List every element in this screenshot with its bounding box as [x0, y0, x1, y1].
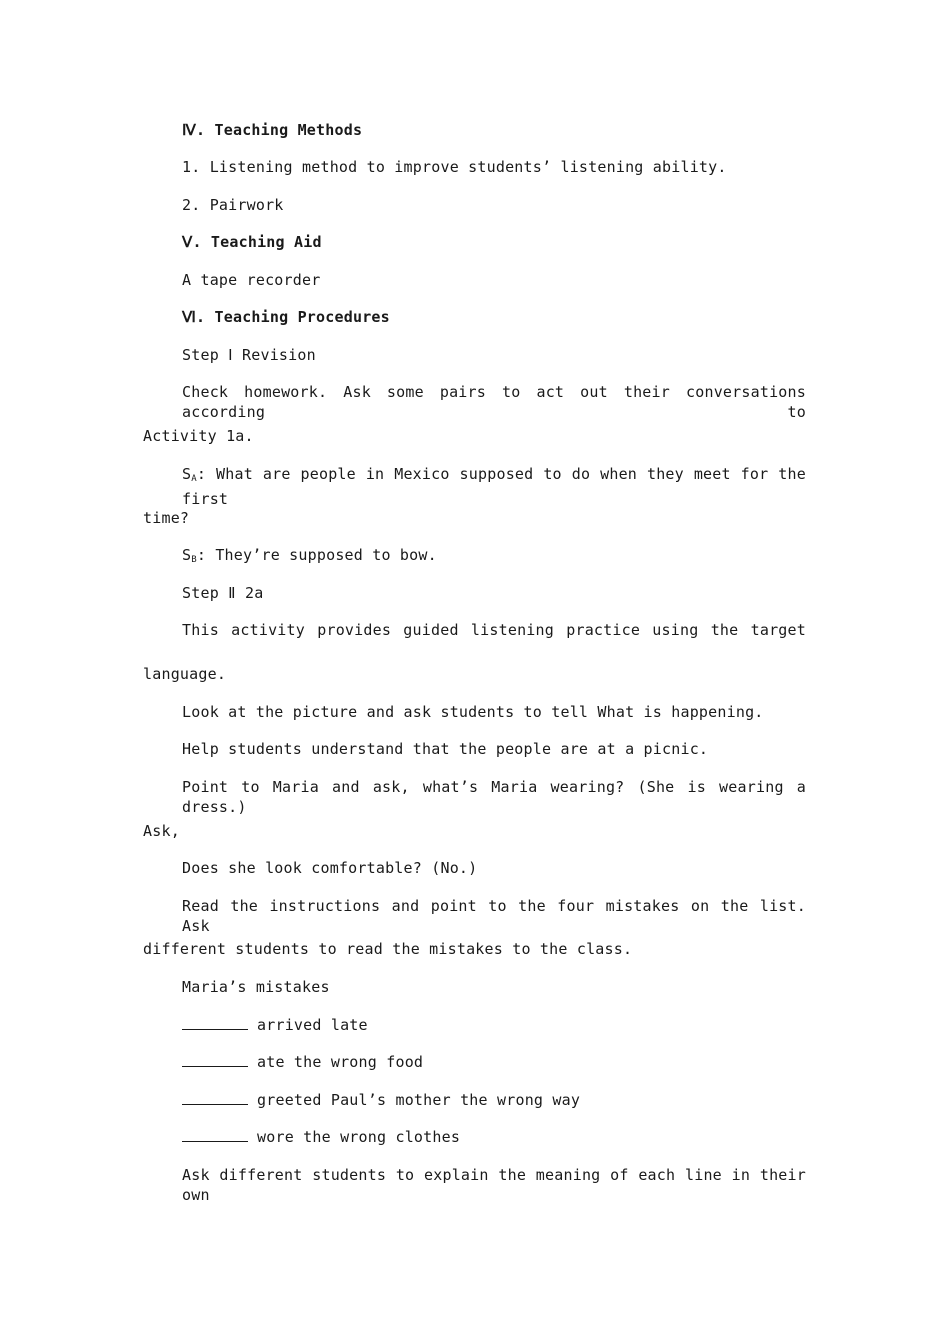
- mistake-item: arrived late: [182, 1015, 368, 1035]
- mistake-item: ate the wrong food: [182, 1052, 423, 1072]
- dialogue-sb: $S_B$: They’re supposed to bow.: [182, 546, 437, 565]
- dialogue-sa-line2: time?: [143, 509, 190, 527]
- mistakes-list-title: Maria’s mistakes: [182, 978, 330, 996]
- step2-title: Step Ⅱ 2a: [182, 584, 264, 602]
- step2-p1-line2: language.: [143, 665, 227, 683]
- methods-item-1: 1. Listening method to improve students’ listening ability.: [182, 158, 727, 176]
- speaker-a-label: $S_A$: [182, 465, 197, 484]
- step2-p3: Help students understand that the people are at a picnic.: [182, 740, 709, 758]
- step2-p4-line2: Ask,: [143, 822, 180, 840]
- section-heading-procedures: Ⅵ. Teaching Procedures: [182, 308, 390, 326]
- answer-blank: [182, 1052, 248, 1067]
- section-heading-aid: Ⅴ. Teaching Aid: [182, 233, 322, 251]
- speaker-b-label: $S_B$: [182, 546, 197, 565]
- step2-p1-line1: This activity provides guided listening practice using the target: [182, 621, 806, 639]
- step2-p7-line1: Ask different students to explain the meaning of each line in their own: [182, 1166, 806, 1204]
- step1-paragraph-line1: Check homework. Ask some pairs to act out their conversations according to: [182, 383, 806, 421]
- answer-blank: [182, 1015, 248, 1030]
- step2-p5: Does she look comfortable? (No.): [182, 859, 478, 877]
- methods-item-2: 2. Pairwork: [182, 196, 284, 214]
- answer-blank: [182, 1090, 248, 1105]
- dialogue-sa-line1: $S_A$: What are people in Mexico supposed to do when they meet for the first: [182, 465, 806, 508]
- mistake-item: greeted Paul’s mother the wrong way: [182, 1090, 580, 1110]
- step2-p6-line1: Read the instructions and point to the four mistakes on the list. Ask: [182, 897, 806, 935]
- mistake-item: wore the wrong clothes: [182, 1127, 460, 1147]
- section-heading-methods: Ⅳ. Teaching Methods: [182, 121, 363, 139]
- step2-p4-line1: Point to Maria and ask, what’s Maria wearing? (She is wearing a dress.): [182, 778, 806, 816]
- aid-text: A tape recorder: [182, 271, 321, 289]
- step1-title: Step Ⅰ Revision: [182, 346, 316, 364]
- step2-p6-line2: different students to read the mistakes to the class.: [143, 940, 633, 958]
- step2-p2: Look at the picture and ask students to tell What is happening.: [182, 703, 764, 721]
- answer-blank: [182, 1127, 248, 1142]
- step1-paragraph-line2: Activity 1a.: [143, 427, 254, 445]
